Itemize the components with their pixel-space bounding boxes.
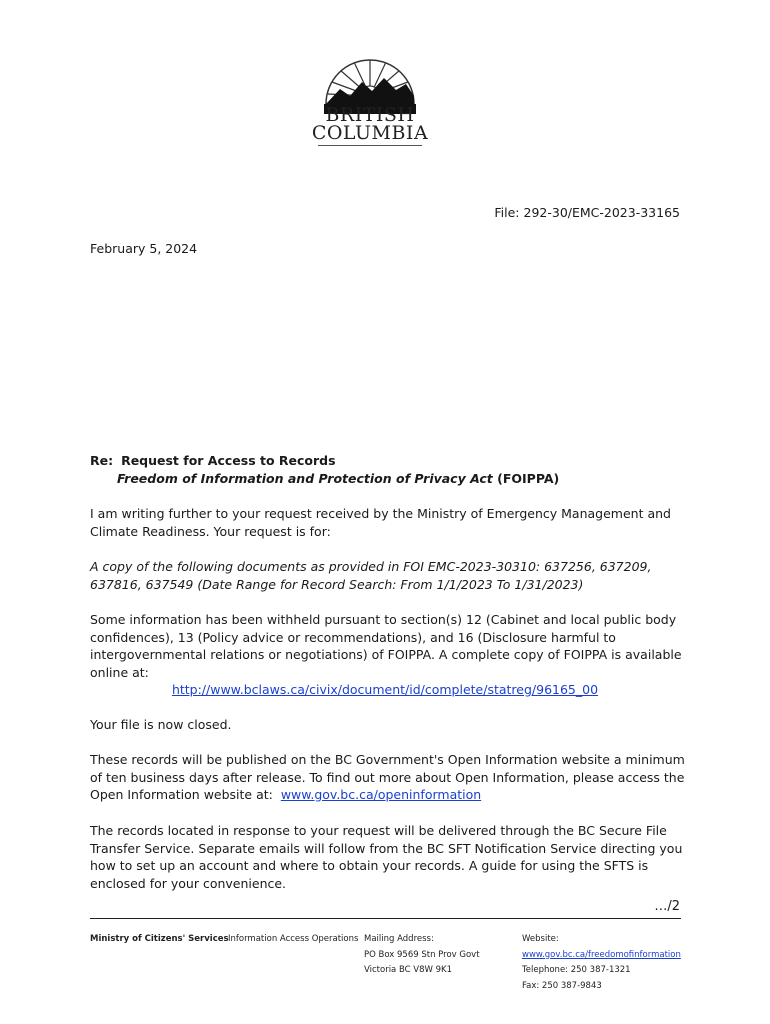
footer-mailing-line2: Victoria BC V8W 9K1 bbox=[364, 965, 453, 975]
file-reference: File: 292-30/EMC-2023-33165 bbox=[494, 205, 680, 220]
foippa-link[interactable]: http://www.bclaws.ca/civix/document/id/complete/statreg/96165_00 bbox=[171, 682, 599, 697]
footer-mailing-line1: PO Box 9569 Stn Prov Govt bbox=[364, 949, 480, 960]
open-information-text: These records will be published on the BC Government's Open Information website a minimum of ten business days after release. To find out more about Open Information, please access the Open Information website at: bbox=[90, 752, 685, 802]
logo-underline bbox=[318, 145, 422, 146]
subject-block bbox=[90, 452, 559, 488]
footer-website-label: Website: bbox=[522, 934, 559, 944]
page-continuation-marker: …/2 bbox=[654, 899, 680, 914]
footer-website-link[interactable]: www.gov.bc.ca/freedomofinformation bbox=[522, 949, 681, 960]
paragraph-request-intro: I am writing further to your request received by the Ministry of Emergency Management and Climate Readiness. Your request is for: bbox=[90, 506, 671, 539]
bc-government-logo bbox=[310, 44, 430, 148]
footer-ministry: Ministry of Citizens' Services bbox=[90, 934, 229, 944]
logo-text-british: BRITISH bbox=[325, 104, 415, 126]
foippa-link-line bbox=[0, 682, 770, 697]
act-abbreviation: (FOIPPA) bbox=[497, 471, 560, 486]
subject-title: Request for Access to Records bbox=[121, 453, 336, 468]
act-name-italic: Freedom of Information and Protection of Privacy Act bbox=[117, 471, 493, 486]
paragraph-open-information bbox=[90, 751, 685, 804]
footer-mailing-label: Mailing Address: bbox=[364, 934, 434, 944]
footer-fax: Fax: 250 387-9843 bbox=[522, 980, 602, 991]
logo-text-columbia: COLUMBIA bbox=[311, 122, 429, 144]
footer-contact-block bbox=[522, 932, 681, 994]
paragraph-file-closed: Your file is now closed. bbox=[90, 717, 232, 732]
paragraph-withheld-info: Some information has been withheld pursuant to section(s) 12 (Cabinet and local public body confidences), 13 (Policy advice or recommendations), and 16 (Disclosure harmful to intergovernmental relations or negotiations) of FOIPPA. A complete copy of FOIPPA is available online at: bbox=[90, 612, 682, 680]
act-name bbox=[90, 470, 559, 488]
paragraph-request-details: A copy of the following documents as provided in FOI EMC-2023-30310: 637256, 637209, 637816, 637549 (Date Range for Record Search: From 1/1/2023 To 1/31/2023) bbox=[90, 559, 652, 592]
footer-telephone: Telephone: 250 387-1321 bbox=[522, 965, 631, 975]
subject-prefix: Re: bbox=[90, 453, 114, 468]
footer-branch: Information Access Operations bbox=[228, 934, 359, 944]
open-information-link[interactable]: www.gov.bc.ca/openinformation bbox=[280, 787, 482, 802]
footer-divider bbox=[90, 918, 681, 919]
footer-mailing-block bbox=[364, 932, 480, 979]
letter-date: February 5, 2024 bbox=[90, 241, 198, 256]
paragraph-sfts-delivery: The records located in response to your request will be delivered through the BC Secure File Transfer Service. Separate emails will follow from the BC SFT Notification Service directing you how to set up an account and where to obtain your records. A guide for using the SFTS is enclosed for your convenience. bbox=[90, 823, 683, 891]
